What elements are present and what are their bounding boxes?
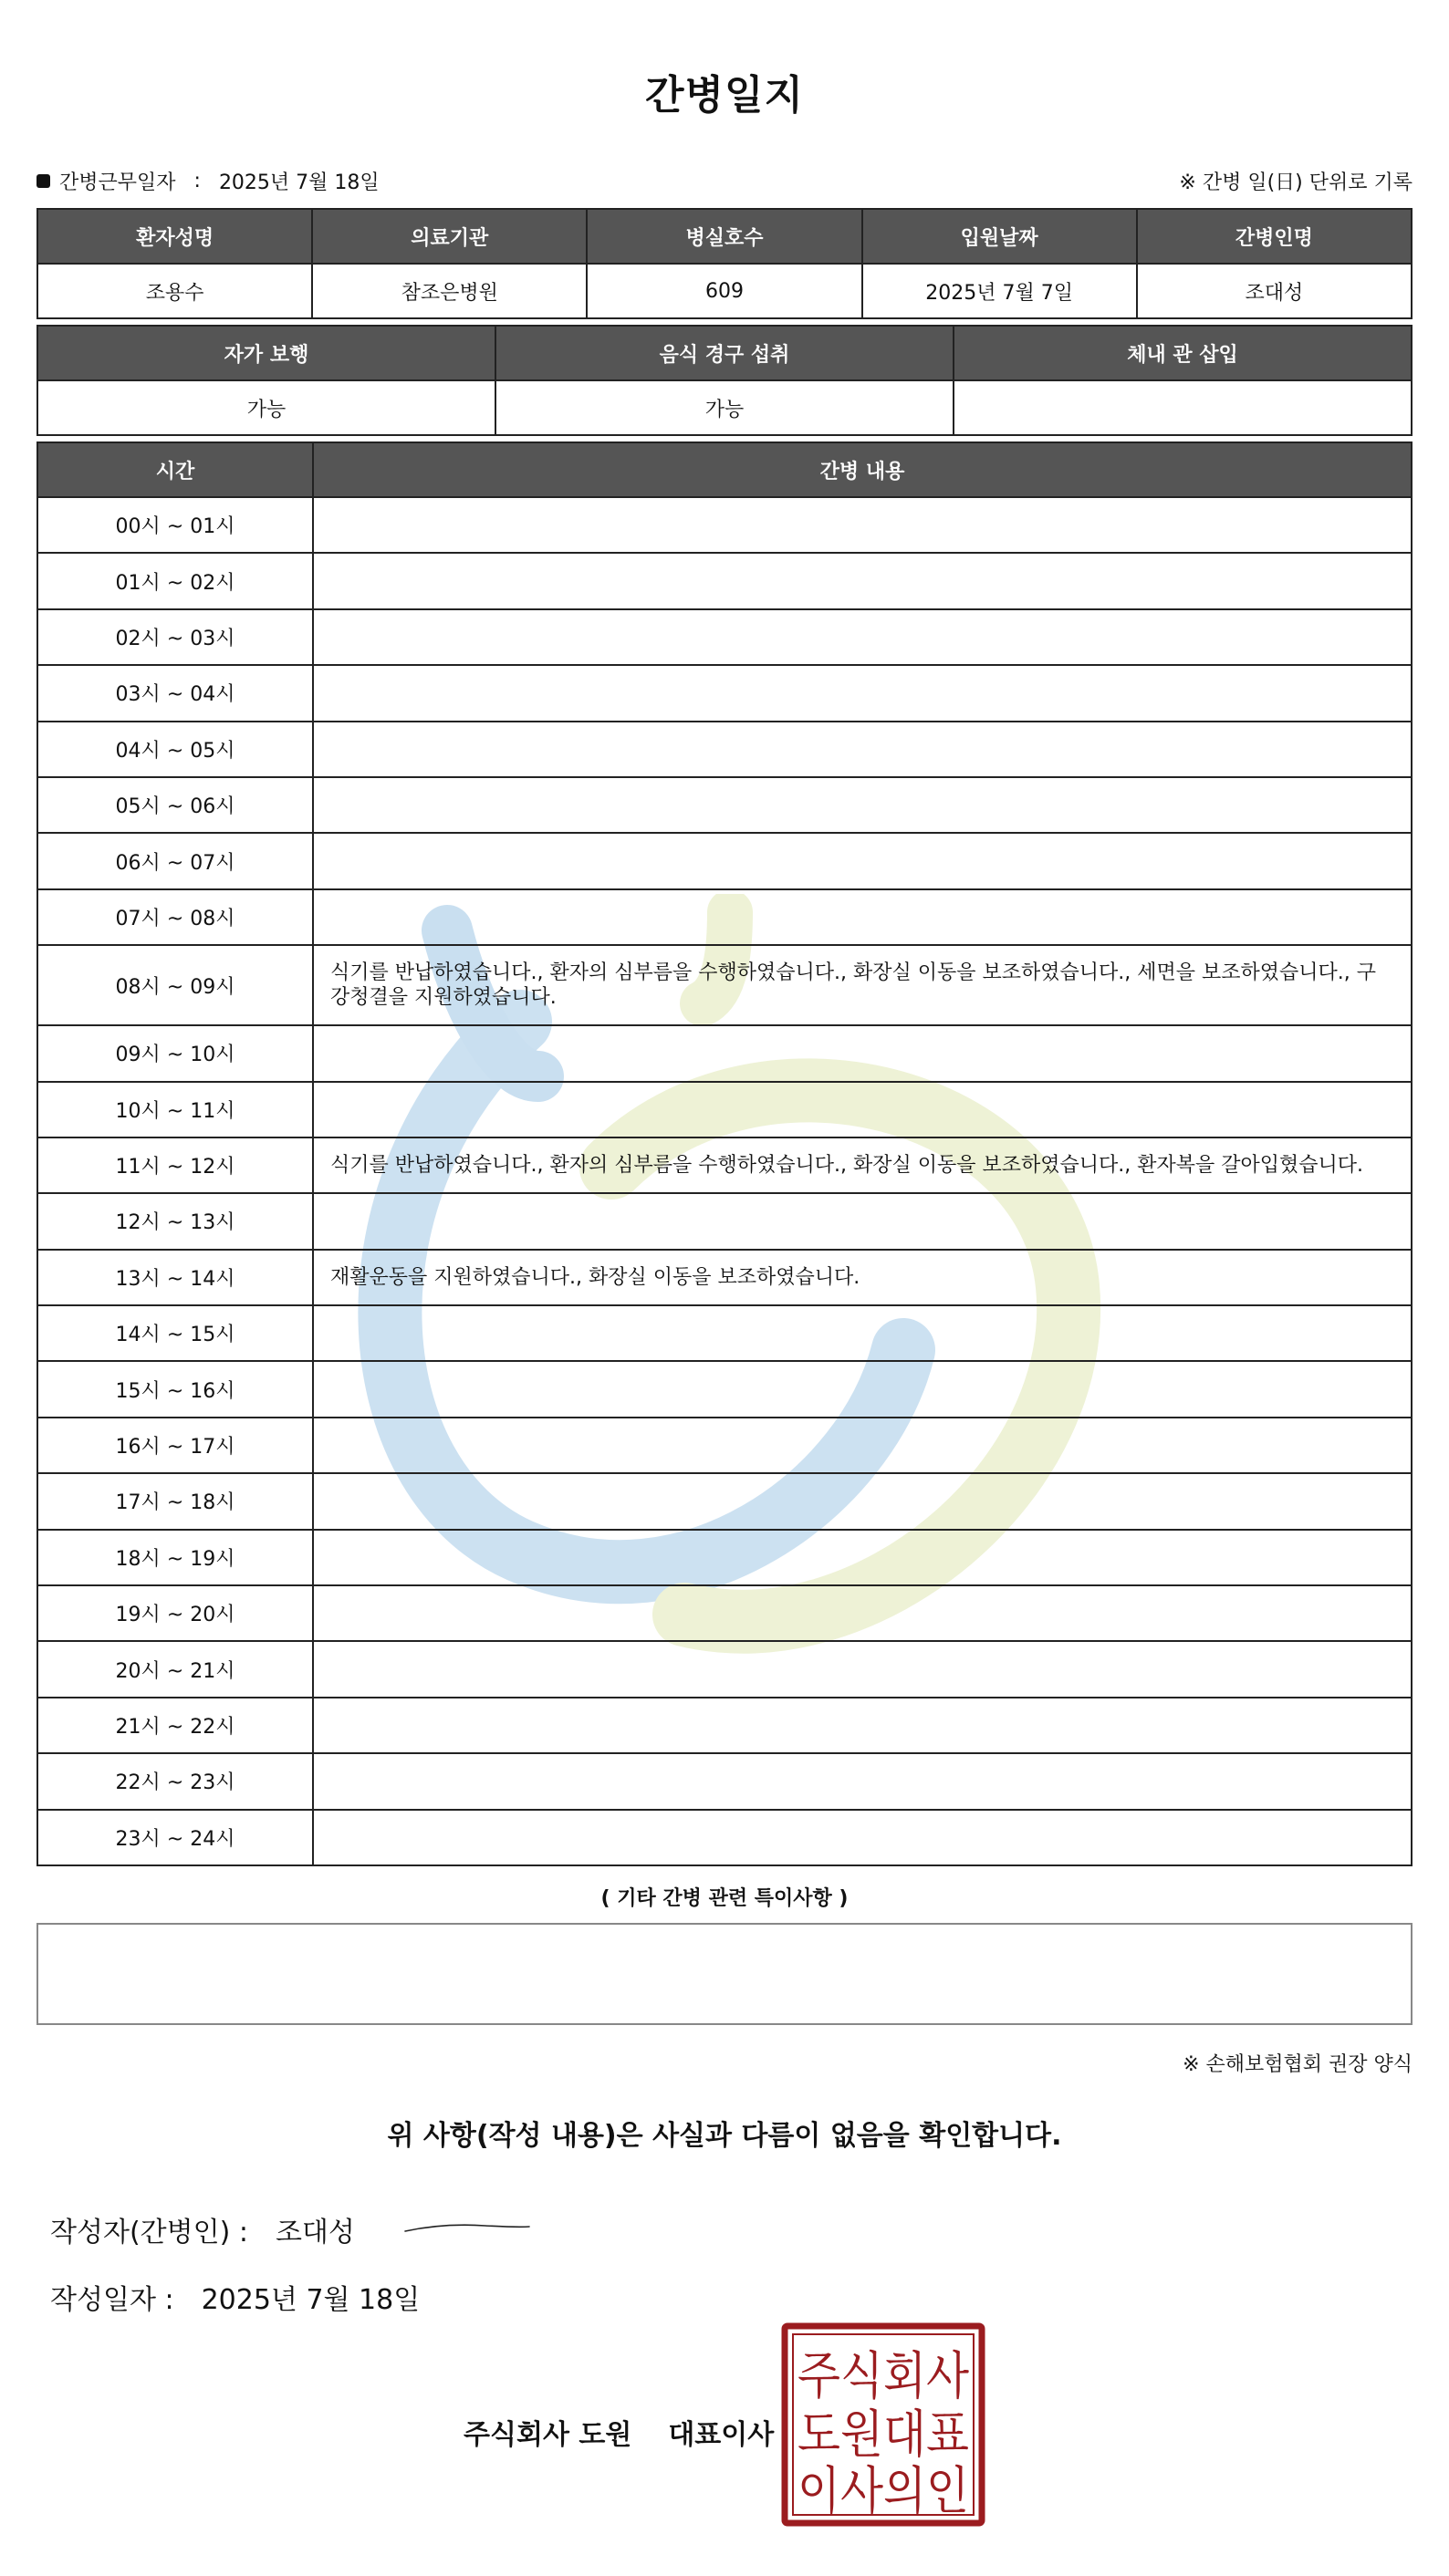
log-row (37, 1810, 1412, 1865)
writer-label: 작성자(간병인) : (50, 2217, 248, 2249)
work-date-label: 간병근무일자 (59, 171, 176, 194)
recommend-note: ※ 손해보험협회 권장 양식 (1183, 2053, 1413, 2076)
write-date-label: 작성일자 : (50, 2284, 174, 2316)
log-row (37, 1250, 1412, 1305)
patient-info-table (36, 208, 1413, 319)
log-row (37, 1418, 1412, 1473)
log-content (313, 889, 1412, 945)
writer-row (50, 2209, 355, 2249)
log-time: 16시 ~ 17시 (37, 1418, 313, 1473)
log-row (37, 889, 1412, 945)
hospital-name: 참조은병원 (312, 264, 587, 318)
header-oral-intake: 음식 경구 섭취 (495, 326, 954, 380)
care-log-table (36, 441, 1413, 1866)
seal-text-line: 주식회사 (797, 2347, 969, 2406)
log-time: 04시 ~ 05시 (37, 722, 313, 777)
log-content (313, 553, 1412, 608)
log-time: 15시 ~ 16시 (37, 1361, 313, 1417)
seal-text-line: 도원대표 (797, 2405, 969, 2465)
log-content (313, 1473, 1412, 1529)
log-time: 12시 ~ 13시 (37, 1193, 313, 1249)
log-content (313, 1753, 1412, 1809)
log-content (313, 1418, 1412, 1473)
log-row (37, 1082, 1412, 1137)
header-admission-date: 입원날짜 (862, 209, 1137, 264)
company-seal-stamp (781, 2322, 985, 2527)
signature-image (403, 2215, 531, 2240)
header-care-content: 간병 내용 (313, 442, 1412, 497)
writer-name: 조대성 (275, 2217, 355, 2249)
log-row (37, 1698, 1412, 1753)
work-date-separator: : (193, 170, 201, 192)
log-row (37, 609, 1412, 665)
patient-name: 조용수 (37, 264, 312, 318)
log-row (37, 1025, 1412, 1081)
log-content (313, 1082, 1412, 1137)
self-walking-value: 가능 (37, 380, 495, 435)
header-self-walking: 자가 보행 (37, 326, 495, 380)
log-row (37, 1530, 1412, 1585)
log-content (313, 497, 1412, 553)
log-time: 10시 ~ 11시 (37, 1082, 313, 1137)
write-date-row (50, 2277, 420, 2317)
company-name: 주식회사 도원 (464, 2419, 632, 2451)
log-row (37, 553, 1412, 608)
log-row (37, 1753, 1412, 1809)
log-content (313, 777, 1412, 833)
header-hospital: 의료기관 (312, 209, 587, 264)
log-row (37, 722, 1412, 777)
log-row (37, 1585, 1412, 1641)
log-content (313, 1641, 1412, 1697)
log-row (37, 665, 1412, 721)
log-content (313, 1698, 1412, 1753)
log-content (313, 722, 1412, 777)
log-content (313, 833, 1412, 888)
tube-insertion-value (954, 380, 1412, 435)
log-time: 11시 ~ 12시 (37, 1137, 313, 1193)
log-time: 00시 ~ 01시 (37, 497, 313, 553)
log-time: 23시 ~ 24시 (37, 1810, 313, 1865)
work-date-row (36, 167, 380, 195)
log-content (313, 1530, 1412, 1585)
company-row (464, 2412, 774, 2452)
log-row (37, 1193, 1412, 1249)
log-content: 식기를 반납하였습니다., 환자의 심부름을 수행하였습니다., 화장실 이동을 보조하였습니다., 세면을 보조하였습니다., 구강청결을 지원하였습니다. (313, 945, 1412, 1025)
log-row (37, 1473, 1412, 1529)
other-notes-title: ( 기타 간병 관련 특이사항 ) (600, 1887, 849, 1910)
work-date-value: 2025년 7월 18일 (218, 171, 380, 194)
log-time: 18시 ~ 19시 (37, 1530, 313, 1585)
header-room-number: 병실호수 (587, 209, 861, 264)
log-time: 13시 ~ 14시 (37, 1250, 313, 1305)
seal-text-line: 이사의인 (797, 2462, 969, 2521)
log-time: 21시 ~ 22시 (37, 1698, 313, 1753)
log-time: 22시 ~ 23시 (37, 1753, 313, 1809)
log-row (37, 497, 1412, 553)
log-time: 08시 ~ 09시 (37, 945, 313, 1025)
header-caregiver-name: 간병인명 (1137, 209, 1412, 264)
log-time: 02시 ~ 03시 (37, 609, 313, 665)
log-row (37, 833, 1412, 888)
log-content: 재활운동을 지원하였습니다., 화장실 이동을 보조하였습니다. (313, 1250, 1412, 1305)
confirm-statement: 위 사항(작성 내용)은 사실과 다름이 없음을 확인합니다. (387, 2120, 1062, 2152)
admission-date: 2025년 7월 7일 (862, 264, 1137, 318)
header-tube-insertion: 체내 관 삽입 (954, 326, 1412, 380)
bullet-square-icon (36, 174, 50, 188)
log-content (313, 1305, 1412, 1361)
log-content (313, 1810, 1412, 1865)
page-title: 간병일지 (644, 72, 804, 119)
log-content (313, 665, 1412, 721)
other-notes-box (36, 1923, 1413, 2025)
caregiver-name: 조대성 (1137, 264, 1412, 318)
log-content (313, 1361, 1412, 1417)
log-time: 05시 ~ 06시 (37, 777, 313, 833)
log-row (37, 945, 1412, 1025)
log-time: 01시 ~ 02시 (37, 553, 313, 608)
log-row (37, 1305, 1412, 1361)
log-time: 03시 ~ 04시 (37, 665, 313, 721)
log-time: 06시 ~ 07시 (37, 833, 313, 888)
room-number: 609 (587, 264, 861, 318)
log-row (37, 777, 1412, 833)
log-row (37, 1137, 1412, 1193)
log-time: 20시 ~ 21시 (37, 1641, 313, 1697)
write-date-value: 2025년 7월 18일 (201, 2284, 421, 2316)
log-time: 14시 ~ 15시 (37, 1305, 313, 1361)
log-time: 07시 ~ 08시 (37, 889, 313, 945)
log-content (313, 1585, 1412, 1641)
unit-note: ※ 간병 일(日) 단위로 기록 (1179, 171, 1413, 194)
log-row (37, 1641, 1412, 1697)
log-time: 17시 ~ 18시 (37, 1473, 313, 1529)
log-content (313, 1025, 1412, 1081)
patient-status-table (36, 325, 1413, 436)
header-patient-name: 환자성명 (37, 209, 312, 264)
company-representative-title: 대표이사 (668, 2419, 775, 2451)
log-content (313, 1193, 1412, 1249)
log-time: 19시 ~ 20시 (37, 1585, 313, 1641)
oral-intake-value: 가능 (495, 380, 954, 435)
log-content: 식기를 반납하였습니다., 환자의 심부름을 수행하였습니다., 화장실 이동을 보조하였습니다., 환자복을 갈아입혔습니다. (313, 1137, 1412, 1193)
log-content (313, 609, 1412, 665)
log-row (37, 1361, 1412, 1417)
log-time: 09시 ~ 10시 (37, 1025, 313, 1081)
header-time: 시간 (37, 442, 313, 497)
